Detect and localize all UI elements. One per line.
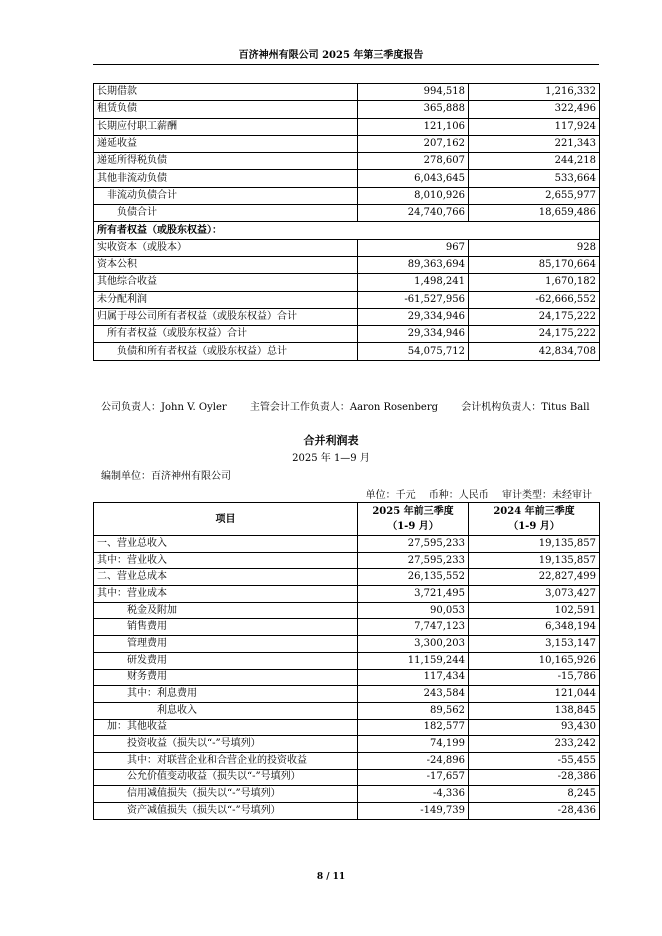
value-2025: 29,334,946 — [358, 308, 469, 325]
value-2024: 322,496 — [469, 101, 600, 118]
row-label: 其他非流动负债 — [94, 170, 358, 187]
value-2025: 967 — [358, 239, 469, 256]
value-2025: 74,199 — [358, 736, 469, 753]
value-2025: 121,106 — [358, 118, 469, 135]
balance-sheet-row — [94, 205, 600, 222]
value-2025: 90,053 — [358, 602, 469, 619]
row-label: 长期应付职工薪酬 — [94, 118, 358, 135]
value-2025: 89,562 — [358, 702, 469, 719]
value-2025: 54,075,712 — [358, 343, 469, 360]
row-label: 其中：利息费用 — [94, 686, 358, 703]
row-label: 租赁负债 — [94, 101, 358, 118]
row-label: 实收资本（或股本） — [94, 239, 358, 256]
row-label: 一、营业总收入 — [94, 536, 358, 553]
income-statement-period: 2025 年 1—9 月 — [292, 453, 370, 464]
page-number: 8 / 11 — [316, 872, 346, 882]
income-statement-row — [94, 536, 600, 553]
value-2024: 24,175,222 — [469, 308, 600, 325]
value-2024: 19,135,857 — [469, 552, 600, 569]
row-label: 销售费用 — [94, 619, 358, 636]
value-2024: 42,834,708 — [469, 343, 600, 360]
row-label: 负债和所有者权益（或股东权益）总计 — [94, 343, 358, 360]
income-statement-row — [94, 702, 600, 719]
income-statement-row — [94, 669, 600, 686]
row-label: 加：其他收益 — [94, 719, 358, 736]
value-2024: -55,455 — [469, 752, 600, 769]
income-statement-row — [94, 552, 600, 569]
value-2024: 121,044 — [469, 686, 600, 703]
income-statement-row — [94, 719, 600, 736]
income-statement-row — [94, 803, 600, 820]
header-2025-line1: 2025 年前三季度 — [372, 506, 454, 517]
accounting-head-signature: 主管会计工作负责人：Aaron Rosenberg — [249, 402, 439, 413]
row-label: 税金及附加 — [94, 602, 358, 619]
value-2025: 11,159,244 — [358, 652, 469, 669]
row-label: 递延所得税负债 — [94, 153, 358, 170]
value-2025: 3,721,495 — [358, 586, 469, 603]
page-header-title: 百济神州有限公司 2025 年第三季度报告 — [238, 50, 424, 61]
value-2024: 85,170,664 — [469, 256, 600, 273]
value-2024: 93,430 — [469, 719, 600, 736]
balance-sheet-row — [94, 84, 600, 101]
row-label: 其中：营业收入 — [94, 552, 358, 569]
value-2025: 994,518 — [358, 84, 469, 101]
balance-sheet-row — [94, 135, 600, 152]
row-label: 投资收益（损失以“-”号填列） — [94, 736, 358, 753]
value-2024: 1,670,182 — [469, 274, 600, 291]
value-2024: 8,245 — [469, 786, 600, 803]
value-2025: 243,584 — [358, 686, 469, 703]
value-2025: 27,595,233 — [358, 552, 469, 569]
value-2024: 1,216,332 — [469, 84, 600, 101]
value-2024: 2,655,977 — [469, 187, 600, 204]
balance-sheet-row — [94, 256, 600, 273]
value-2025: -61,527,956 — [358, 291, 469, 308]
value-2024: 117,924 — [469, 118, 600, 135]
header-2025-line2: （1-9 月） — [387, 521, 439, 532]
currency-label: 币种：人民币 — [428, 490, 489, 501]
value-2024: 3,073,427 — [469, 586, 600, 603]
value-2025: 26,135,552 — [358, 569, 469, 586]
value-2025: 24,740,766 — [358, 205, 469, 222]
value-2024: 22,827,499 — [469, 569, 600, 586]
income-statement-row — [94, 569, 600, 586]
value-2024: 244,218 — [469, 153, 600, 170]
value-2025: -4,336 — [358, 786, 469, 803]
value-2025: 182,577 — [358, 719, 469, 736]
value-2024: 18,659,486 — [469, 205, 600, 222]
value-2025: -149,739 — [358, 803, 469, 820]
value-2025: 278,607 — [358, 153, 469, 170]
value-2024: 10,165,926 — [469, 652, 600, 669]
income-statement-row — [94, 786, 600, 803]
row-label: 归属于母公司所有者权益（或股东权益）合计 — [94, 308, 358, 325]
row-label: 信用减值损失（损失以“-”号填列） — [94, 786, 358, 803]
income-statement-table — [93, 502, 600, 820]
row-label: 资产减值损失（损失以“-”号填列） — [94, 803, 358, 820]
income-statement-header-row — [94, 503, 600, 536]
row-label: 负债合计 — [94, 205, 358, 222]
balance-sheet-row — [94, 101, 600, 118]
value-2025: 27,595,233 — [358, 536, 469, 553]
row-label: 长期借款 — [94, 84, 358, 101]
balance-sheet-row — [94, 187, 600, 204]
balance-sheet-row — [94, 326, 600, 343]
income-statement-row — [94, 619, 600, 636]
value-2025: 1,498,241 — [358, 274, 469, 291]
income-statement-row — [94, 752, 600, 769]
income-statement-row — [94, 652, 600, 669]
income-statement-row — [94, 736, 600, 753]
balance-sheet-row — [94, 222, 600, 239]
balance-sheet-row — [94, 274, 600, 291]
row-label: 利息收入 — [94, 702, 358, 719]
balance-sheet-row — [94, 153, 600, 170]
value-2024: 533,664 — [469, 170, 600, 187]
value-2024: 6,348,194 — [469, 619, 600, 636]
balance-sheet-table — [93, 83, 600, 361]
value-2024: 19,135,857 — [469, 536, 600, 553]
value-2024: 138,845 — [469, 702, 600, 719]
row-label: 资本公积 — [94, 256, 358, 273]
company-head-signature: 公司负责人：John V. Oyler — [101, 402, 227, 413]
income-statement-row — [94, 636, 600, 653]
income-statement-row — [94, 586, 600, 603]
value-2025: 3,300,203 — [358, 636, 469, 653]
row-label: 所有者权益（或股东权益）合计 — [94, 326, 358, 343]
value-2025: -17,657 — [358, 769, 469, 786]
unit-currency-line — [356, 486, 592, 501]
balance-sheet-row — [94, 118, 600, 135]
header-2024 — [469, 503, 600, 536]
row-label: 未分配利润 — [94, 291, 358, 308]
value-2024: -15,786 — [469, 669, 600, 686]
value-2025: 6,043,645 — [358, 170, 469, 187]
row-label: 研发费用 — [94, 652, 358, 669]
value-2025: 29,334,946 — [358, 326, 469, 343]
balance-sheet-row — [94, 239, 600, 256]
value-2024: 3,153,147 — [469, 636, 600, 653]
value-2025: 8,010,926 — [358, 187, 469, 204]
value-2025: 117,434 — [358, 669, 469, 686]
signature-line — [101, 398, 610, 413]
header-rule — [93, 64, 599, 65]
row-label: 所有者权益（或股东权益）： — [94, 222, 600, 239]
income-statement-row — [94, 769, 600, 786]
value-2025: 89,363,694 — [358, 256, 469, 273]
row-label: 其他综合收益 — [94, 274, 358, 291]
value-2025: 7,747,123 — [358, 619, 469, 636]
value-2024: 928 — [469, 239, 600, 256]
value-2025: 207,162 — [358, 135, 469, 152]
value-2025: 365,888 — [358, 101, 469, 118]
header-2025 — [358, 503, 469, 536]
row-label: 公允价值变动收益（损失以“-”号填列） — [94, 769, 358, 786]
row-label: 二、营业总成本 — [94, 569, 358, 586]
income-statement-row — [94, 686, 600, 703]
balance-sheet-row — [94, 170, 600, 187]
value-2024: 221,343 — [469, 135, 600, 152]
income-statement-title: 合并利润表 — [303, 434, 359, 447]
unit-label: 单位：千元 — [365, 490, 416, 501]
value-2024: 102,591 — [469, 602, 600, 619]
row-label: 管理费用 — [94, 636, 358, 653]
header-2024-line1: 2024 年前三季度 — [493, 506, 575, 517]
balance-sheet-row — [94, 291, 600, 308]
value-2024: 233,242 — [469, 736, 600, 753]
audit-type-label: 审计类型：未经审计 — [502, 490, 592, 501]
row-label: 其中：营业成本 — [94, 586, 358, 603]
row-label: 非流动负债合计 — [94, 187, 358, 204]
value-2024: -28,386 — [469, 769, 600, 786]
value-2024: -28,436 — [469, 803, 600, 820]
header-2024-line2: （1-9 月） — [508, 521, 560, 532]
income-statement-row — [94, 602, 600, 619]
accounting-org-head-signature: 会计机构负责人：Titus Ball — [461, 402, 590, 413]
balance-sheet-row — [94, 308, 600, 325]
row-label: 其中：对联营企业和合营企业的投资收益 — [94, 752, 358, 769]
row-label: 财务费用 — [94, 669, 358, 686]
value-2025: -24,896 — [358, 752, 469, 769]
preparing-unit: 编制单位：百济神州有限公司 — [101, 471, 231, 482]
value-2024: -62,666,552 — [469, 291, 600, 308]
header-item: 项目 — [94, 503, 358, 536]
value-2024: 24,175,222 — [469, 326, 600, 343]
row-label: 递延收益 — [94, 135, 358, 152]
balance-sheet-row — [94, 343, 600, 360]
